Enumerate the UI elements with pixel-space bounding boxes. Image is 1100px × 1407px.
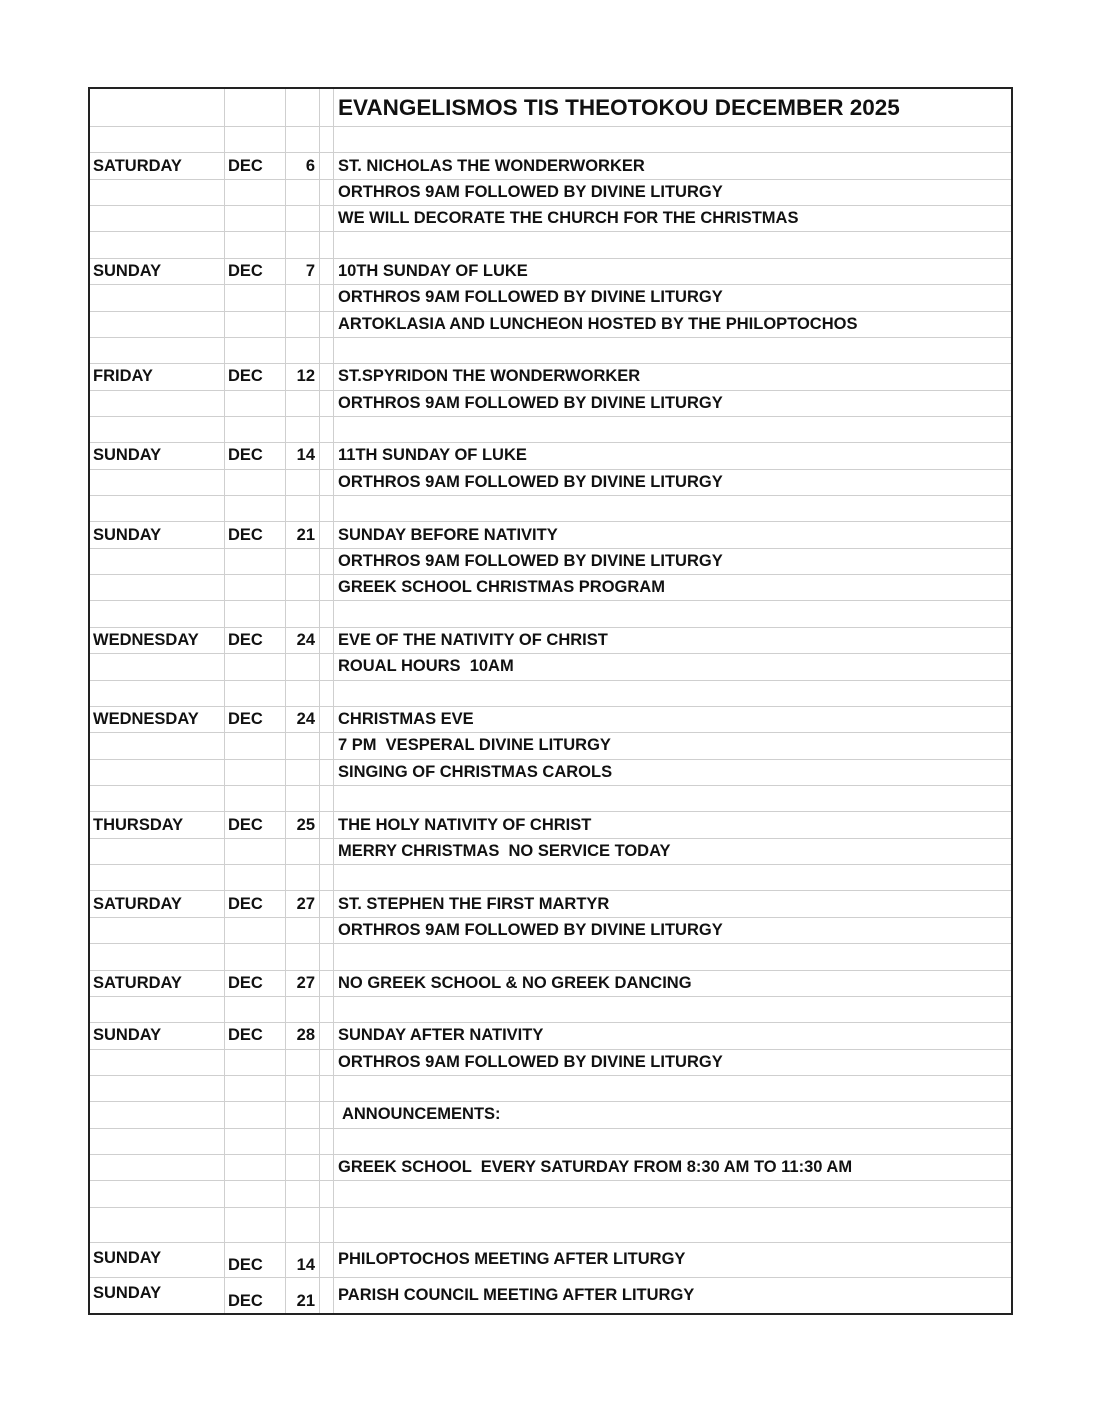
date-cell: 27 [286,891,320,916]
event-cell: SUNDAY AFTER NATIVITY [338,1026,544,1045]
event-cell: ORTHROS 9AM FOLLOWED BY DIVINE LITURGY [338,182,723,201]
day-cell [90,206,225,231]
spacer-cell [320,206,334,231]
day-cell [90,127,225,152]
event-cell: 10TH SUNDAY OF LUKE [338,261,528,280]
day-cell [90,918,225,943]
row-row [90,1181,1011,1207]
event-cell: THE HOLY NATIVITY OF CHRIST [338,815,592,834]
spacer-cell [320,918,334,943]
day-cell [90,575,225,600]
month-cell: DEC [225,364,286,389]
event-cell: MERRY CHRISTMAS NO SERVICE TODAY [338,841,671,860]
row-row [90,391,1011,417]
month-cell [225,733,286,758]
spacer-cell [320,338,334,363]
event-cell: PHILOPTOCHOS MEETING AFTER LITURGY [338,1250,686,1269]
spacer-cell [320,1023,334,1048]
month-cell [225,312,286,337]
event-cell: ST. NICHOLAS THE WONDERWORKER [338,156,645,175]
spacer-cell [320,944,334,969]
day-cell: SUNDAY [90,1278,225,1313]
row-row [90,443,1011,469]
day-cell [90,1181,225,1206]
date-cell [286,601,320,626]
date-cell: 14 [286,1243,320,1277]
date-cell [286,681,320,706]
day-cell [90,285,225,310]
spacer-cell [320,1278,334,1313]
row-row [90,575,1011,601]
date-cell [286,206,320,231]
day-cell: WEDNESDAY [90,628,225,653]
month-cell: DEC [225,153,286,178]
date-cell [286,1129,320,1154]
date-cell [286,733,320,758]
date-cell [286,575,320,600]
spacer-cell [320,654,334,679]
month-cell: DEC [225,891,286,916]
month-cell: DEC [225,628,286,653]
event-cell: WE WILL DECORATE THE CHURCH FOR THE CHRISTMAS [338,209,799,228]
month-cell: DEC [225,1243,286,1277]
event-cell: ORTHROS 9AM FOLLOWED BY DIVINE LITURGY [338,920,723,939]
day-cell [90,232,225,257]
day-cell [90,839,225,864]
month-cell: DEC [225,522,286,547]
event-cell: SINGING OF CHRISTMAS CAROLS [338,762,613,781]
event-cell: ARTOKLASIA AND LUNCHEON HOSTED BY THE PHILOPTOCHOS [338,314,858,333]
empty-cell [286,1208,320,1242]
spacer-cell [320,443,334,468]
event-cell: PARISH COUNCIL MEETING AFTER LITURGY [338,1285,695,1304]
date-cell [286,417,320,442]
spacer-cell [320,760,334,785]
title-row [90,89,1011,127]
date-cell: 21 [286,1278,320,1313]
row-row [90,760,1011,786]
month-cell [225,232,286,257]
row-row [90,1050,1011,1076]
month-cell: DEC [225,259,286,284]
month-cell [225,1129,286,1154]
date-cell [286,865,320,890]
month-cell [225,1076,286,1101]
empty-cell [90,1208,225,1242]
spacer-cell [320,786,334,811]
spacer-cell [320,681,334,706]
date-cell [286,918,320,943]
day-cell [90,944,225,969]
date-cell [286,1076,320,1101]
row-row [90,628,1011,654]
meeting-row [90,1278,1011,1313]
day-cell: SATURDAY [90,153,225,178]
spacer-cell [320,733,334,758]
month-cell [225,470,286,495]
spacer-cell [320,601,334,626]
row-row [90,1155,1011,1181]
date-cell [286,549,320,574]
event-cell: EVE OF THE NATIVITY OF CHRIST [338,631,608,649]
spacer-cell [320,312,334,337]
page-title: EVANGELISMOS TIS THEOTOKOU DECEMBER 2025 [338,94,900,120]
event-cell [334,232,1011,257]
date-cell: 24 [286,707,320,732]
month-cell: DEC [225,1023,286,1048]
event-cell: ST. STEPHEN THE FIRST MARTYR [338,894,610,913]
schedule-sheet [88,87,1013,1315]
date-cell: 21 [286,522,320,547]
row-row [90,206,1011,232]
row-row [90,338,1011,364]
row-row [90,891,1011,917]
date-cell [286,1181,320,1206]
row-row [90,971,1011,997]
day-cell [90,733,225,758]
row-row [90,417,1011,443]
date-cell [286,391,320,416]
spacer-cell [320,971,334,996]
month-cell [225,997,286,1022]
spacer-cell [320,417,334,442]
row-row [90,180,1011,206]
event-cell: GREEK SCHOOL CHRISTMAS PROGRAM [338,578,665,597]
spacer-cell [320,628,334,653]
day-cell [90,654,225,679]
event-cell: SUNDAY BEFORE NATIVITY [338,525,558,544]
month-cell [225,760,286,785]
event-cell: NO GREEK SCHOOL & NO GREEK DANCING [338,973,692,992]
event-cell: ANNOUNCEMENTS: [338,1105,501,1124]
row-row [90,364,1011,390]
spacer-cell [320,496,334,521]
row-row [90,839,1011,865]
date-cell [286,496,320,521]
day-cell [90,1155,225,1180]
spacer-cell [320,1076,334,1101]
row-row [90,285,1011,311]
date-cell [286,997,320,1022]
event-cell [334,1181,1011,1206]
date-cell: 12 [286,364,320,389]
row-row [90,1129,1011,1155]
month-cell [225,417,286,442]
spacer-cell [320,1243,334,1277]
date-cell: 27 [286,971,320,996]
date-cell: 14 [286,443,320,468]
row-row [90,654,1011,680]
month-cell [225,681,286,706]
date-cell: 24 [286,628,320,653]
event-cell [334,417,1011,442]
month-cell [225,1102,286,1127]
row-row [90,232,1011,258]
month-cell [225,944,286,969]
day-cell [90,1076,225,1101]
day-cell: FRIDAY [90,364,225,389]
day-cell [90,1102,225,1127]
month-cell [225,1181,286,1206]
day-cell [90,786,225,811]
event-cell: ST.SPYRIDON THE WONDERWORKER [338,367,641,386]
row-row [90,681,1011,707]
month-cell [225,575,286,600]
row-row [90,470,1011,496]
month-cell: DEC [225,812,286,837]
day-cell: SUNDAY [90,1243,225,1277]
month-cell [225,180,286,205]
spacer-cell [320,391,334,416]
row-row [90,1102,1011,1128]
spacer-cell [320,891,334,916]
date-cell [286,285,320,310]
date-cell [286,127,320,152]
spacer-cell [320,285,334,310]
date-cell [286,839,320,864]
day-cell: SUNDAY [90,1023,225,1048]
row-row [90,259,1011,285]
row-row [90,549,1011,575]
row-row [90,944,1011,970]
row-row [90,312,1011,338]
day-cell [90,496,225,521]
month-cell [225,918,286,943]
row-row [90,522,1011,548]
row-row [90,1023,1011,1049]
month-cell [225,285,286,310]
date-cell [286,232,320,257]
row-row [90,707,1011,733]
day-cell [90,417,225,442]
spacer-cell [320,575,334,600]
meeting-row [90,1243,1011,1278]
date-cell: 6 [286,153,320,178]
month-cell [225,839,286,864]
day-cell [90,1050,225,1075]
event-cell: ORTHROS 9AM FOLLOWED BY DIVINE LITURGY [338,472,723,491]
row-row [90,812,1011,838]
day-cell [90,180,225,205]
spacer-cell [320,1102,334,1127]
event-cell [334,997,1011,1022]
event-cell: ORTHROS 9AM FOLLOWED BY DIVINE LITURGY [338,1052,723,1071]
day-cell [90,470,225,495]
day-cell [90,1129,225,1154]
day-cell [90,760,225,785]
day-cell [90,997,225,1022]
empty-cell [320,1208,334,1242]
day-cell [90,391,225,416]
spacer-cell [320,127,334,152]
day-cell [90,549,225,574]
day-cell [90,312,225,337]
date-cell [286,1102,320,1127]
day-cell: SUNDAY [90,522,225,547]
date-cell [286,470,320,495]
day-cell: SUNDAY [90,443,225,468]
spacer-cell [320,549,334,574]
event-cell: ROUAL HOURS 10AM [338,657,514,676]
month-cell [225,865,286,890]
day-cell [90,681,225,706]
event-cell: 11TH SUNDAY OF LUKE [338,446,527,465]
event-cell: CHRISTMAS EVE [338,710,474,729]
day-cell: THURSDAY [90,812,225,837]
row-row [90,127,1011,153]
spacer-cell [320,1050,334,1075]
row-row [90,496,1011,522]
month-cell [225,654,286,679]
spacer-cell [320,1155,334,1180]
row-row [90,601,1011,627]
event-cell: ORTHROS 9AM FOLLOWED BY DIVINE LITURGY [338,393,723,412]
date-cell [286,786,320,811]
date-cell [286,338,320,363]
date-cell [286,654,320,679]
event-cell [334,1129,1011,1154]
spacer-cell [320,364,334,389]
event-cell [334,944,1011,969]
spacer-cell [320,997,334,1022]
event-cell [334,496,1011,521]
event-cell: 7 PM VESPERAL DIVINE LITURGY [338,736,611,755]
date-cell [286,180,320,205]
spacer-cell [320,232,334,257]
spacer-cell [320,1181,334,1206]
month-cell [225,601,286,626]
spacer-cell [320,259,334,284]
month-cell [225,338,286,363]
spacer-cell [320,865,334,890]
month-cell: DEC [225,1278,286,1313]
day-cell [90,601,225,626]
spacer-cell [320,470,334,495]
spacer-cell [320,153,334,178]
date-cell: 25 [286,812,320,837]
event-cell [334,127,1011,152]
row-row [90,1076,1011,1102]
blank-row [90,1208,1011,1243]
spacer-cell [320,707,334,732]
date-cell [286,1050,320,1075]
date-cell [286,760,320,785]
row-row [90,786,1011,812]
month-cell: DEC [225,971,286,996]
day-cell: SUNDAY [90,259,225,284]
event-cell [334,601,1011,626]
spacer-cell [320,180,334,205]
day-cell: SATURDAY [90,971,225,996]
event-cell: ORTHROS 9AM FOLLOWED BY DIVINE LITURGY [338,551,723,570]
day-cell: WEDNESDAY [90,707,225,732]
day-cell [90,865,225,890]
month-cell: DEC [225,443,286,468]
event-cell: ORTHROS 9AM FOLLOWED BY DIVINE LITURGY [338,288,723,307]
date-cell [286,312,320,337]
month-cell [225,127,286,152]
date-cell [286,1155,320,1180]
event-cell: GREEK SCHOOL EVERY SATURDAY FROM 8:30 AM TO 11:30 AM [338,1158,853,1177]
row-row [90,153,1011,179]
month-cell [225,786,286,811]
empty-cell [334,1208,1011,1242]
event-cell [334,338,1011,363]
spacer-cell [320,839,334,864]
row-row [90,733,1011,759]
row-row [90,918,1011,944]
month-cell [225,1050,286,1075]
spacer-cell [320,1129,334,1154]
month-cell [225,391,286,416]
date-cell: 28 [286,1023,320,1048]
date-cell: 7 [286,259,320,284]
month-cell: DEC [225,707,286,732]
month-cell [225,496,286,521]
month-cell [225,1155,286,1180]
spacer-cell [320,812,334,837]
event-cell [334,786,1011,811]
event-cell [334,1076,1011,1101]
spacer-cell [320,522,334,547]
row-row [90,865,1011,891]
event-cell [334,865,1011,890]
month-cell [225,206,286,231]
empty-cell [225,1208,286,1242]
event-cell [334,681,1011,706]
row-row [90,997,1011,1023]
month-cell [225,549,286,574]
day-cell: SATURDAY [90,891,225,916]
day-cell [90,338,225,363]
date-cell [286,944,320,969]
